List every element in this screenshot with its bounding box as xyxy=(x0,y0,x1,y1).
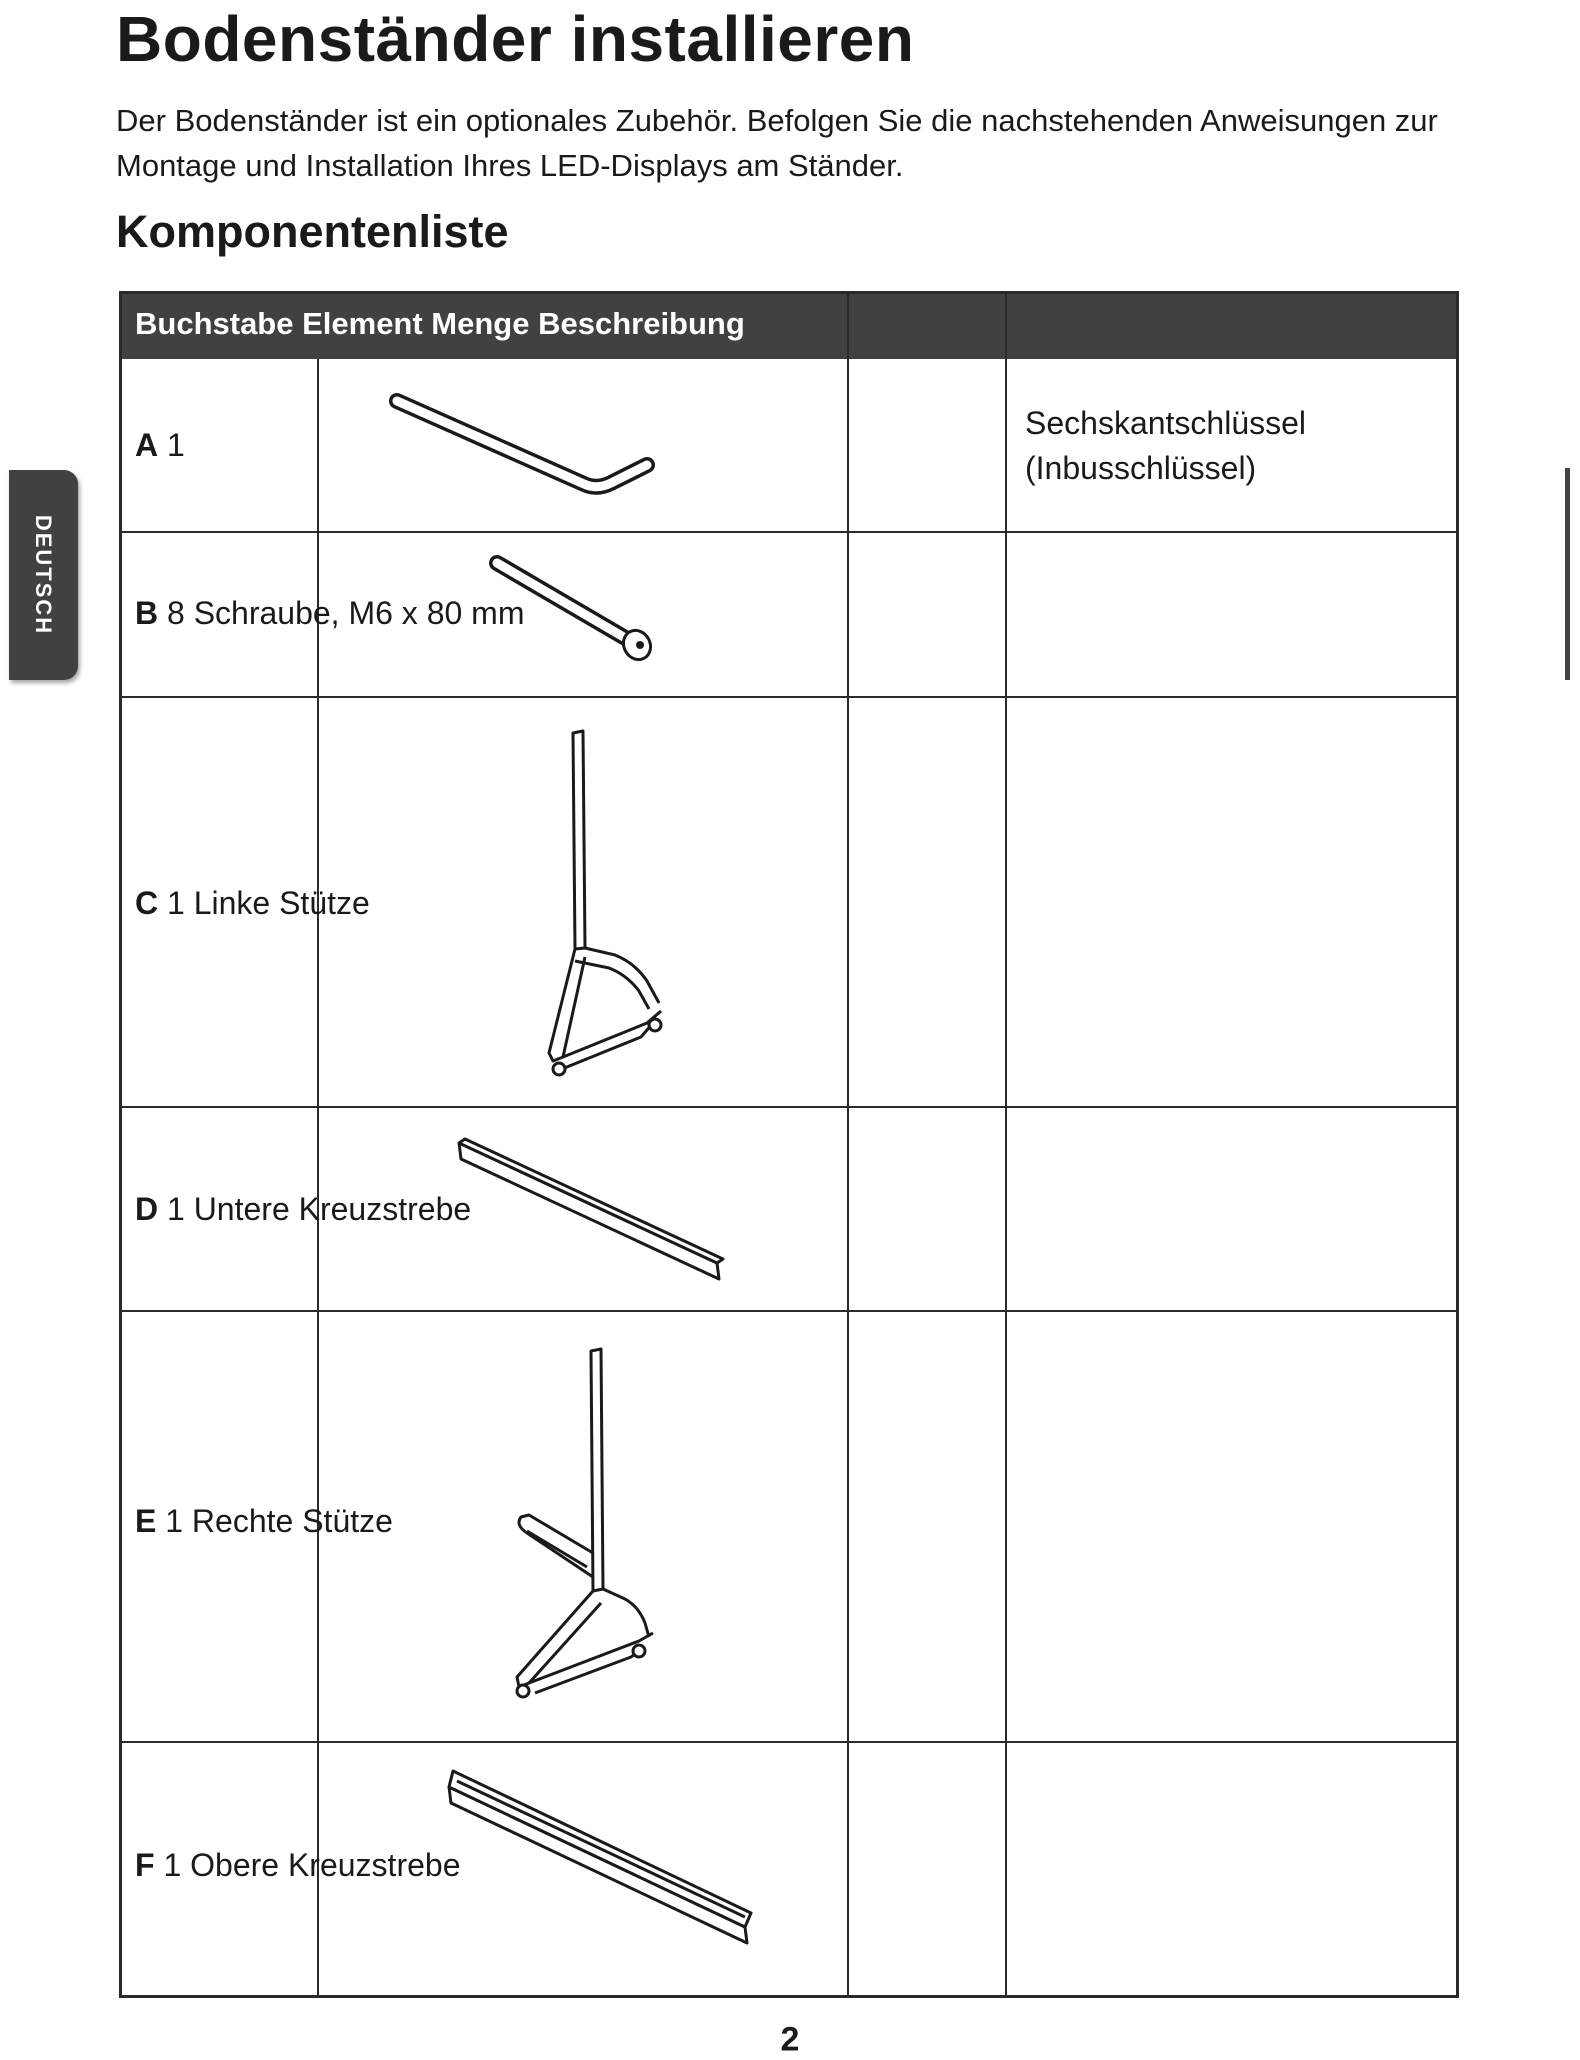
lower-cross-brace-icon xyxy=(449,1131,749,1291)
row-divider xyxy=(119,696,1459,698)
row-letter: D xyxy=(135,1191,159,1227)
upper-cross-brace-icon xyxy=(439,1763,759,1963)
table-row xyxy=(135,427,185,464)
hex-key-icon xyxy=(379,391,799,501)
row-letter: A xyxy=(135,427,159,463)
table-row xyxy=(135,595,524,632)
row-letter: C xyxy=(135,885,159,921)
description-line: Sechskantschlüssel xyxy=(1025,405,1307,441)
language-tab-label: DEUTSCH xyxy=(31,514,56,636)
row-text: 1 Linke Stütze xyxy=(167,885,370,921)
section-title: Komponentenliste xyxy=(116,206,509,257)
edge-marker xyxy=(1565,468,1570,680)
row-description xyxy=(1025,401,1306,491)
intro-paragraph: Der Bodenständer ist ein optionales Zubehör. Befolgen Sie die nachstehenden Anweisungen zur Montage und Installation Ihres LED-Displays am Ständer. xyxy=(116,103,1438,183)
table-row xyxy=(135,1847,460,1884)
row-text: 1 Obere Kreuzstrebe xyxy=(163,1847,461,1883)
row-text: 1 Untere Kreuzstrebe xyxy=(167,1191,472,1227)
screw-icon xyxy=(489,551,689,681)
left-stand-leg-icon xyxy=(519,723,779,1093)
page-number: 2 xyxy=(780,2020,800,2059)
table-row xyxy=(135,1503,393,1540)
component-table xyxy=(119,291,1459,1998)
row-divider xyxy=(119,1106,1459,1108)
row-divider xyxy=(119,1310,1459,1312)
row-letter: F xyxy=(135,1847,155,1883)
table-border-top xyxy=(119,291,1459,294)
right-stand-leg-icon xyxy=(499,1341,799,1721)
description-line: (Inbusschlüssel) xyxy=(1025,450,1257,486)
table-row xyxy=(135,1191,471,1228)
row-letter: E xyxy=(135,1503,157,1539)
table-border-bottom xyxy=(119,1995,1459,1998)
page-title: Bodenständer installieren xyxy=(116,3,915,75)
row-divider xyxy=(119,1741,1459,1743)
row-letter: B xyxy=(135,595,159,631)
table-header xyxy=(119,291,1459,359)
row-divider xyxy=(119,531,1459,533)
row-text: 1 Rechte Stütze xyxy=(165,1503,393,1539)
row-text: 1 xyxy=(167,427,185,463)
row-text: 8 Schraube, M6 x 80 mm xyxy=(167,595,525,631)
table-header-label: Buchstabe Element Menge Beschreibung xyxy=(135,306,745,341)
table-row xyxy=(135,885,370,922)
